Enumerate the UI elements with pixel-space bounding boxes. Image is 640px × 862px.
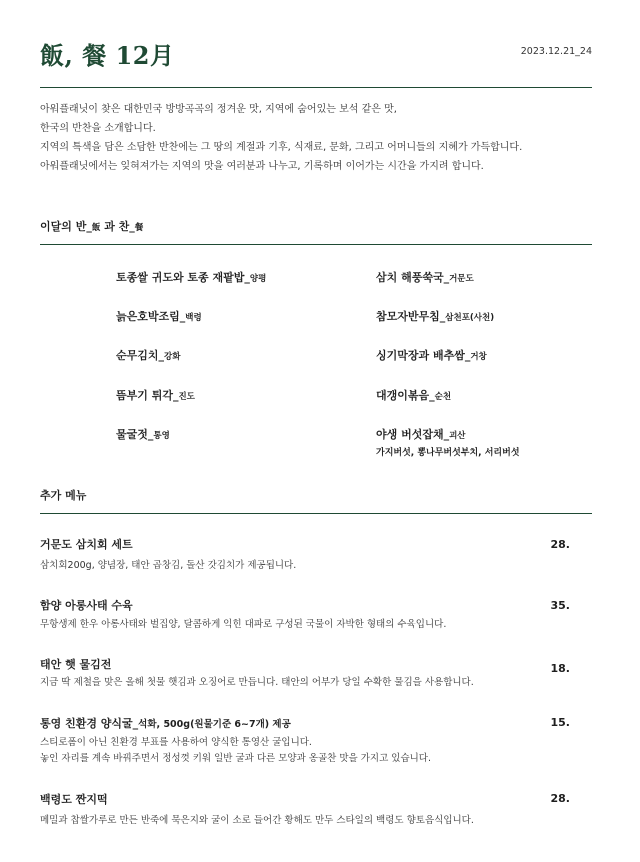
extra-menu-divider: [40, 513, 592, 514]
dish-item: 삼치 해풍쑥국_거문도: [376, 271, 474, 284]
dish-item: 야생 버섯잡채_괴산: [376, 428, 466, 441]
menu-item-name: 백령도 짠지떡: [40, 793, 108, 806]
menu-item-price: 28.: [550, 792, 570, 805]
dish-item: 늙은호박조림_백령: [116, 310, 202, 323]
dish-item: 참모자반무침_삼천포(사천): [376, 310, 495, 323]
menu-item-price: 15.: [550, 716, 570, 729]
menu-item-description: 스티로폼이 아닌 친환경 부표를 사용하여 양식한 통영산 굴입니다. 놓인 자리를 계속 바꿔주면서 정성껏 키워 일반 굴과 다른 모양과 옹골찬 맛을 가지고 있습니다.: [40, 737, 432, 764]
menu-item-description: 지금 딱 제철을 맞은 올해 첫물 햇김과 오징어로 만듭니다. 태안의 어부가 당일 수확한 물김을 사용합니다.: [40, 677, 474, 688]
monthly-dishes-heading: 이달의 반_飯 과 찬_餐: [40, 220, 144, 233]
intro-line: 지역의 특색을 담은 소담한 반찬에는 그 땅의 계절과 기후, 식재료, 문화, 그리고 어머니들의 지혜가 가득합니다.: [40, 142, 523, 153]
page-title: 飯, 餐 12月: [40, 41, 175, 70]
intro-line: 아워플래닛에서는 잊혀져가는 지역의 맛을 여러분과 나누고, 기록하며 이어가는 시간을 가지려 합니다.: [40, 161, 484, 172]
dish-item: 싱기막장과 배추쌈_거창: [376, 349, 487, 362]
menu-item-name: 거문도 삼치회 세트: [40, 538, 133, 551]
dish-item: 토종쌀 귀도와 토종 재팥밥_양평: [116, 271, 267, 284]
menu-item-price: 28.: [550, 538, 570, 551]
monthly-divider: [40, 244, 592, 245]
event-date: 2023.12.21_24: [520, 46, 592, 57]
intro-paragraph: [40, 100, 592, 176]
menu-item-description: 메밀과 찹쌀가루로 만든 반죽에 묵은지와 굴이 소로 들어간 황해도 만두 스타일의 백령도 향토음식입니다.: [40, 815, 474, 826]
header-divider: [40, 87, 592, 88]
dish-item: 순무김치_강화: [116, 349, 181, 362]
intro-line: 한국의 반찬을 소개합니다.: [40, 123, 156, 134]
extra-menu-heading: 추가 메뉴: [40, 489, 87, 502]
dish-sub-description: 가지버섯, 뽕나무버섯부치, 서리버섯: [376, 448, 520, 458]
menu-item-description: 삼치회200g, 양념장, 태안 곱창김, 돌산 갓김치가 제공됩니다.: [40, 560, 297, 571]
intro-line: 아워플래닛이 찾은 대한민국 방방곡곡의 정겨운 맛, 지역에 숨어있는 보석 같은 맛,: [40, 104, 397, 115]
menu-item-name: 태안 햇 물김전: [40, 658, 112, 671]
menu-item-price: 35.: [550, 599, 570, 612]
menu-item-description: 무항생제 한우 아롱사태와 벌집양, 달콤하게 익힌 대파로 구성된 국물이 자박한 형태의 수육입니다.: [40, 619, 447, 630]
dish-item: 물굴젓_통영: [116, 428, 170, 441]
menu-item-price: 18.: [550, 662, 570, 675]
menu-item-name: 통영 친환경 양식굴_석화, 500g(원물기준 6~7개) 제공: [40, 717, 291, 730]
menu-item-name: 함양 아롱사태 수육: [40, 599, 133, 612]
dish-item: 대갱이볶음_순천: [376, 389, 452, 402]
dish-item: 뜸부기 튀각_진도: [116, 389, 195, 402]
